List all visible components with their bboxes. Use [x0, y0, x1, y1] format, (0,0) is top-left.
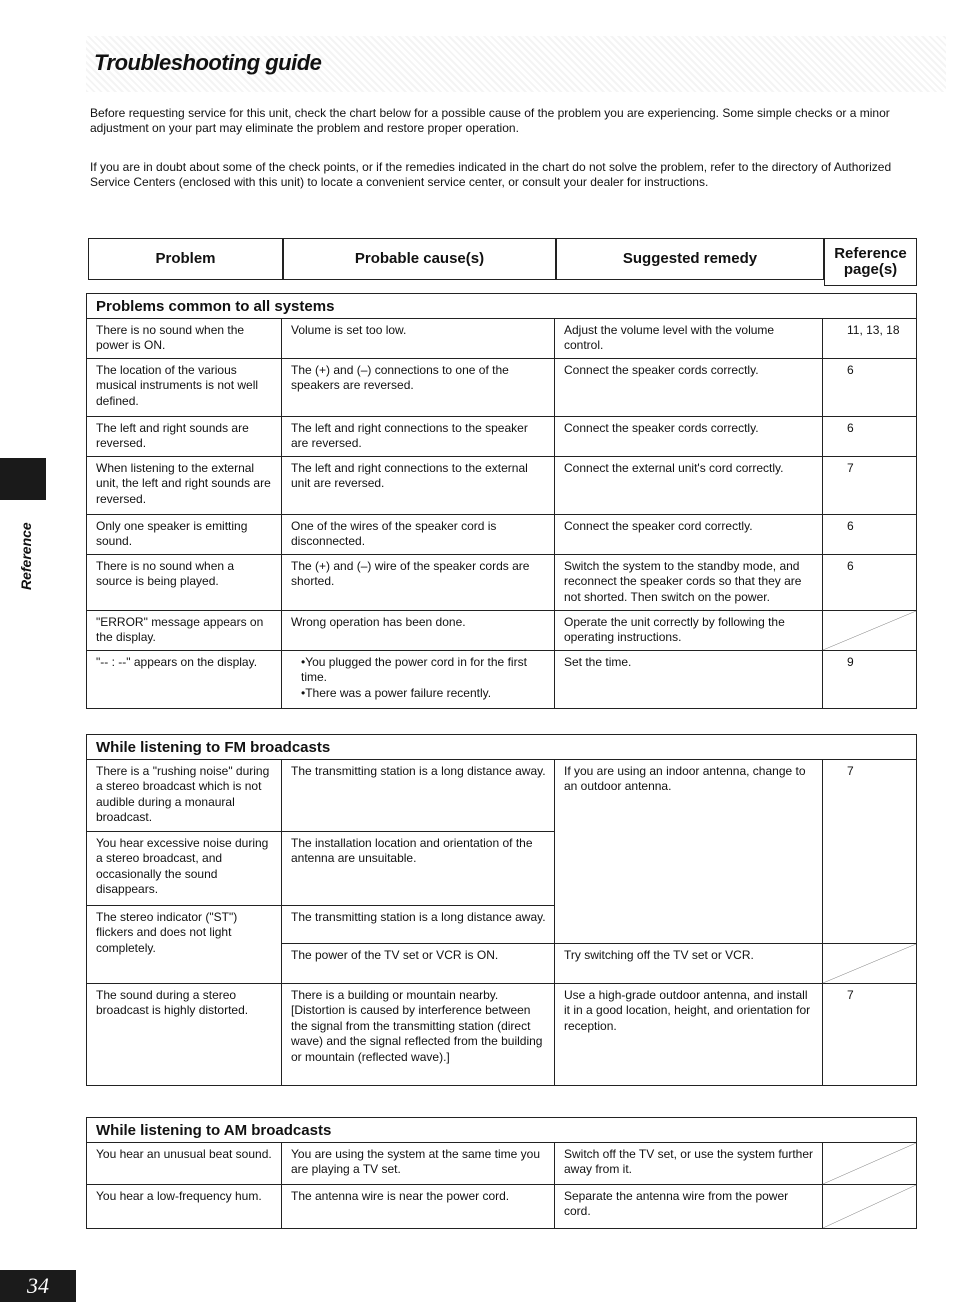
not-applicable-cell	[823, 1184, 917, 1228]
header-remedy: Suggested remedy	[556, 238, 824, 280]
header-problem: Problem	[88, 238, 283, 280]
remedy-cell: Switch the system to the standby mode, and reconnect the speaker cords so that they are not shorted. Then switch on the power.	[555, 554, 823, 610]
not-applicable-cell	[823, 1142, 917, 1184]
cause-cell: The installation location and orientation of the antenna are unsuitable.	[282, 831, 555, 905]
page-title: Troubleshooting guide	[94, 50, 322, 75]
cause-cell: The transmitting station is a long distance away.	[282, 759, 555, 831]
list-item: • You plugged the power cord in for the first time.	[301, 655, 546, 686]
cause-cell: There is a building or mountain nearby. [Distortion is caused by interference between the signal from the transmitting station (direct wave) and the signal reflected from the building or mountain (reflected wave).]	[282, 983, 555, 1085]
table-row	[87, 358, 917, 416]
intro-paragraph-2: If you are in doubt about some of the check points, or if the remedies indicated in the chart do not solve the problem, refer to the directory of Authorized Service Centers (enclosed with this unit) to locate a convenient service center, or consult your dealer for instructions.	[90, 160, 892, 189]
cause-cell: The left and right connections to the speaker are reversed.	[282, 416, 555, 456]
cause-cell: Volume is set too low.	[282, 318, 555, 358]
problem-cell: You hear an unusual beat sound.	[87, 1142, 282, 1184]
remedy-cell: Connect the external unit's cord correctly.	[555, 456, 823, 514]
problem-cell: When listening to the external unit, the left and right sounds are reversed.	[87, 456, 282, 514]
problem-cell: The stereo indicator ("ST") flickers and does not light completely.	[87, 905, 282, 983]
table-row	[87, 759, 917, 831]
reference-cell: 7	[823, 759, 917, 943]
problem-cell: There is a "rushing noise" during a stereo broadcast which is not audible during a monaural broadcast.	[87, 759, 282, 831]
remedy-cell: Connect the speaker cords correctly.	[555, 416, 823, 456]
list-item: • There was a power failure recently.	[301, 686, 546, 702]
remedy-cell: Try switching off the TV set or VCR.	[555, 943, 823, 983]
problem-cell: The location of the various musical instruments is not well defined.	[87, 358, 282, 416]
cause-cell: Wrong operation has been done.	[282, 610, 555, 650]
cause-cell: The (+) and (–) connections to one of the speakers are reversed.	[282, 358, 555, 416]
problem-cell: You hear excessive noise during a stereo broadcast, and occasionally the sound disappears.	[87, 831, 282, 905]
cause-cell: The (+) and (–) wire of the speaker cords are shorted.	[282, 554, 555, 610]
problem-cell: You hear a low-frequency hum.	[87, 1184, 282, 1228]
cause-cell	[282, 650, 555, 708]
remedy-cell: Adjust the volume level with the volume control.	[555, 318, 823, 358]
remedy-cell: Set the time.	[555, 650, 823, 708]
intro-paragraph-1: Before requesting service for this unit, check the chart below for a possible cause of the problem you are experiencing. Some simple checks or a minor adjustment on your part may eliminate the problem and restore proper operation.	[90, 106, 890, 135]
cause-cell: You are using the system at the same time you are playing a TV set.	[282, 1142, 555, 1184]
problem-cell: Only one speaker is emitting sound.	[87, 514, 282, 554]
reference-cell: 6	[823, 416, 917, 456]
problem-cell: "ERROR" message appears on the display.	[87, 610, 282, 650]
section-tab-marker	[0, 458, 46, 500]
problem-cell: The sound during a stereo broadcast is highly distorted.	[87, 983, 282, 1085]
table-row	[87, 554, 917, 610]
table-row	[87, 650, 917, 708]
remedy-cell: Connect the speaker cord correctly.	[555, 514, 823, 554]
cause-cell: The power of the TV set or VCR is ON.	[282, 943, 555, 983]
section-title: Problems common to all systems	[87, 294, 917, 319]
remedy-cell: Separate the antenna wire from the power cord.	[555, 1184, 823, 1228]
reference-cell: 7	[823, 983, 917, 1085]
reference-cell: 6	[823, 554, 917, 610]
cause-cell: The transmitting station is a long distance away.	[282, 905, 555, 943]
table-row	[87, 456, 917, 514]
cause-cell: The antenna wire is near the power cord.	[282, 1184, 555, 1228]
remedy-cell: Switch off the TV set, or use the system further away from it.	[555, 1142, 823, 1184]
section-common	[86, 293, 917, 709]
header-reference: Reference page(s)	[824, 238, 917, 286]
problem-cell: There is no sound when a source is being played.	[87, 554, 282, 610]
remedy-cell: Use a high-grade outdoor antenna, and install it in a good location, height, and orientation for reception.	[555, 983, 823, 1085]
reference-cell: 7	[823, 456, 917, 514]
page-number: 34	[0, 1270, 76, 1302]
section-fm	[86, 734, 917, 1086]
not-applicable-cell	[823, 610, 917, 650]
cause-list	[291, 655, 546, 702]
remedy-cell: Operate the unit correctly by following the operating instructions.	[555, 610, 823, 650]
side-label: Reference	[18, 522, 34, 590]
section-am	[86, 1117, 917, 1229]
problem-cell: The left and right sounds are reversed.	[87, 416, 282, 456]
cause-cell: The left and right connections to the external unit are reversed.	[282, 456, 555, 514]
table-row	[87, 416, 917, 456]
reference-cell: 6	[823, 358, 917, 416]
reference-cell: 9	[823, 650, 917, 708]
table-row	[87, 983, 917, 1085]
table-row	[87, 1142, 917, 1184]
reference-cell: 11, 13, 18	[823, 318, 917, 358]
table-header	[88, 238, 917, 286]
section-title: While listening to FM broadcasts	[87, 735, 917, 760]
table-row	[87, 318, 917, 358]
problem-cell: "-- : --" appears on the display.	[87, 650, 282, 708]
section-title: While listening to AM broadcasts	[87, 1118, 917, 1143]
header-cause: Probable cause(s)	[283, 238, 556, 280]
table-row	[87, 514, 917, 554]
reference-cell: 6	[823, 514, 917, 554]
remedy-cell: If you are using an indoor antenna, change to an outdoor antenna.	[555, 759, 823, 943]
problem-cell: There is no sound when the power is ON.	[87, 318, 282, 358]
not-applicable-cell	[823, 943, 917, 983]
remedy-cell: Connect the speaker cords correctly.	[555, 358, 823, 416]
table-row	[87, 1184, 917, 1228]
table-row	[87, 610, 917, 650]
cause-cell: One of the wires of the speaker cord is disconnected.	[282, 514, 555, 554]
